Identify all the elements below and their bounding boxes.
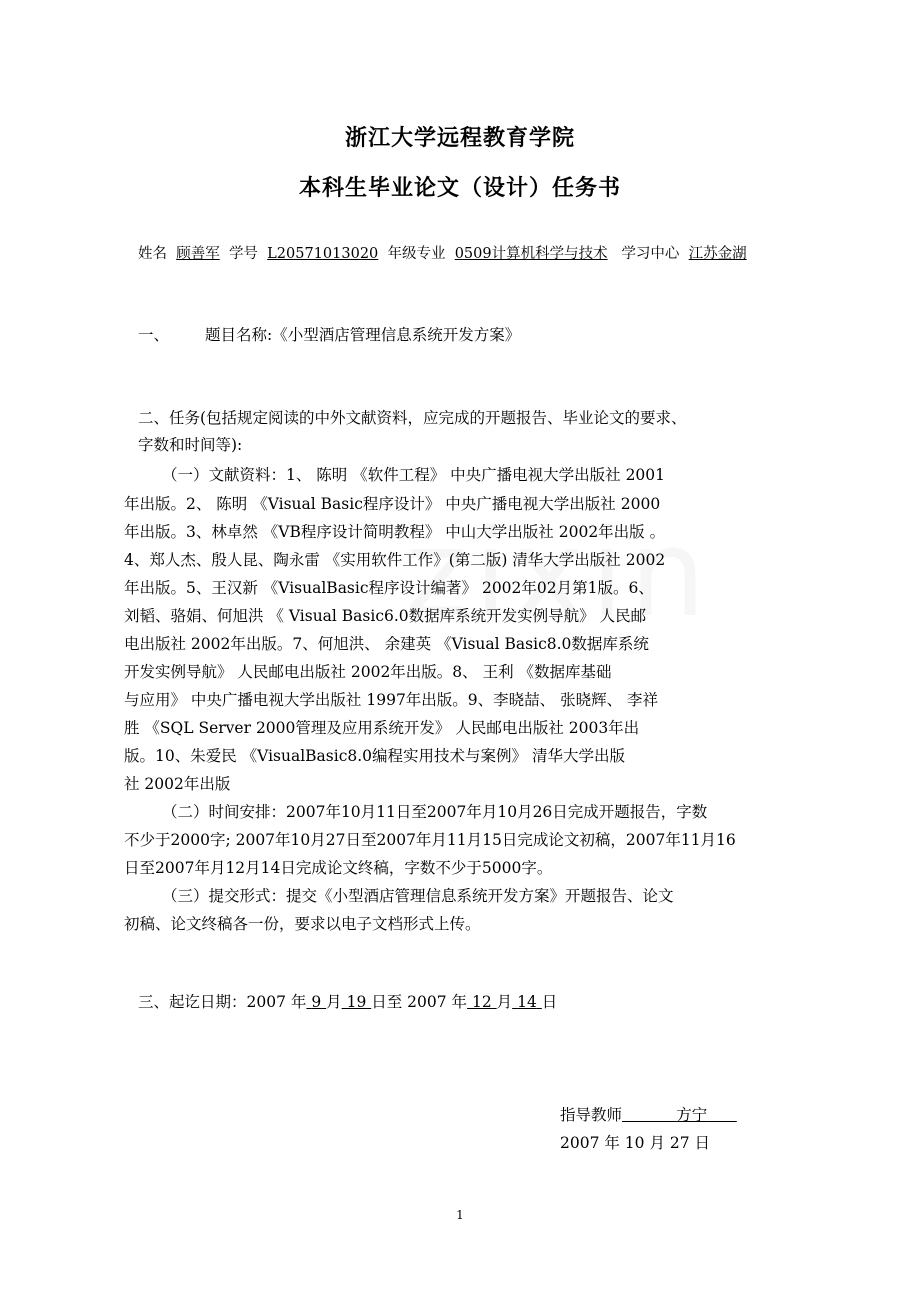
text-line: 胜 《SQL Server 2000管理及应用系统开发》 人民邮电出版社 2003年出: [124, 719, 640, 737]
dates-prefix: 三、起讫日期：2007 年: [138, 993, 307, 1011]
student-info-line: [138, 242, 747, 263]
student-id: L20571013020: [267, 246, 379, 262]
section-topic-number: 一、: [138, 326, 170, 344]
text-line: 4、郑人杰、殷人昆、陶永雷 《实用软件工作》(第二版) 清华大学出版社 2002: [124, 551, 666, 569]
major-label: 年级专业: [387, 246, 446, 262]
text-line: 年出版。5、王汉新 《VisualBasic程序设计编著》 2002年02月第1版。6、: [124, 579, 654, 597]
end-month: 12: [472, 993, 492, 1011]
end-day: 14: [517, 993, 537, 1011]
start-day: 19: [346, 993, 367, 1011]
center-label: 学习中心: [621, 246, 680, 262]
name-label: 姓名: [138, 246, 167, 262]
text-line: 不少于2000字; 2007年10月27日至2007年月11月15日完成论文初稿，2007年11月16: [124, 831, 736, 849]
text-line: （三）提交形式：提交《小型酒店管理信息系统开发方案》开题报告、论文: [162, 887, 674, 905]
advisor-line: [560, 1103, 737, 1125]
text-line: 年出版。2、 陈明 《Visual Basic程序设计》 中央广播电视大学出版社 2000: [124, 495, 661, 513]
text-line: 社 2002年出版: [124, 775, 231, 793]
text-line: 开发实例导航》 人民邮电出版社 2002年出版。8、 王利 《数据库基础: [124, 663, 612, 681]
section-task-heading-line2: 字数和时间等):: [138, 436, 243, 454]
month-label: 月: [326, 993, 342, 1011]
text-line: 与应用》 中央广播电视大学出版社 1997年出版。9、李晓喆、 张晓辉、 李祥: [124, 691, 659, 709]
section-topic-text: 题目名称:《小型酒店管理信息系统开发方案》: [205, 326, 521, 344]
text-line: （二）时间安排：2007年10月11日至2007年月10月26日完成开题报告，字数: [162, 803, 708, 821]
section-topic: [138, 323, 520, 345]
advisor-date: 2007 年 10 月 27 日: [560, 1134, 711, 1152]
learning-center: 江苏金湖: [688, 246, 747, 262]
section-task-heading: [138, 406, 687, 455]
student-id-label: 学号: [228, 246, 258, 262]
document-title: 本科生毕业论文（设计）任务书: [298, 176, 621, 201]
page-number: 1: [456, 1208, 464, 1222]
institution-title: 浙江大学远程教育学院: [344, 126, 575, 151]
text-line: 版。10、朱爱民 《VisualBasic8.0编程实用技术与案例》 清华大学出版: [124, 747, 625, 765]
section-dates: [138, 990, 557, 1012]
dates-suffix: 日: [541, 993, 558, 1011]
text-line: 日至2007年月12月14日完成论文终稿，字数不少于5000字。: [124, 859, 553, 877]
student-major: 0509计算机科学与技术: [454, 246, 608, 262]
text-line: 初稿、论文终稿各一份，要求以电子文档形式上传。: [124, 915, 481, 933]
month-label: 月: [496, 993, 513, 1011]
section-task-heading-line1: 二、任务(包括规定阅读的中外文献资料，应完成的开题报告、毕业论文的要求、: [138, 409, 687, 427]
student-name: 顾善军: [176, 246, 220, 262]
advisor-label: 指导教师: [560, 1106, 623, 1124]
text-line: 年出版。3、林卓然 《VB程序设计简明教程》 中山大学出版社 2002年出版 。: [124, 523, 666, 541]
text-line: （一）文献资料：1、 陈明 《软件工程》 中央广播电视大学出版社 2001: [162, 466, 666, 484]
text-line: 刘韬、骆娟、何旭洪 《 Visual Basic6.0数据库系统开发实例导航》 人民邮: [124, 607, 647, 625]
start-month: 9: [311, 993, 322, 1011]
advisor-name: 方宁: [676, 1106, 708, 1124]
text-line: 电出版社 2002年出版。7、何旭洪、 余建英 《Visual Basic8.0数据库系统: [124, 635, 649, 653]
dates-mid: 日至 2007 年: [371, 993, 468, 1011]
